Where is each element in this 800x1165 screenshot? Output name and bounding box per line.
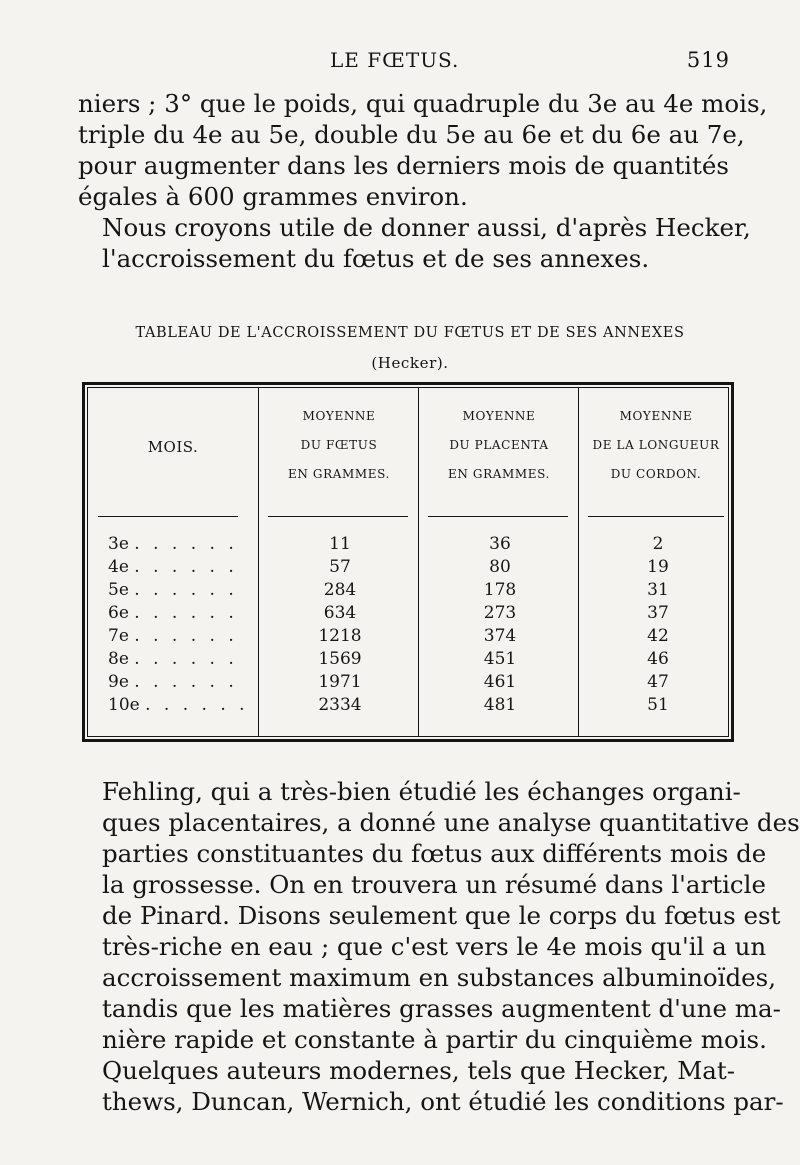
cell-mois: 3e . . . . . . bbox=[108, 534, 238, 554]
text-line: nière rapide et constante à partir du cinquième mois. bbox=[102, 1025, 767, 1054]
header-line: EN GRAMMES. bbox=[448, 467, 550, 481]
cell-placenta: 481 bbox=[483, 695, 517, 715]
cell-foetus: 2334 bbox=[318, 695, 362, 715]
header-rule bbox=[98, 516, 238, 517]
cell-mois: 9e . . . . . . bbox=[108, 672, 238, 692]
table-row bbox=[88, 695, 728, 718]
table-caption bbox=[80, 318, 740, 378]
table-row bbox=[88, 603, 728, 626]
paragraph-continuation bbox=[78, 88, 768, 212]
header-line: EN GRAMMES. bbox=[288, 467, 390, 481]
table-row bbox=[88, 626, 728, 649]
cell-cordon: 47 bbox=[647, 672, 669, 692]
header-line: DU CORDON. bbox=[610, 467, 702, 481]
text-line: niers ; 3° que le poids, qui quadruple du 3e au 4e mois, bbox=[78, 89, 768, 118]
header-line: MOYENNE bbox=[619, 409, 693, 423]
cell-placenta: 374 bbox=[483, 626, 517, 646]
growth-table bbox=[82, 382, 734, 742]
cell-cordon: 37 bbox=[647, 603, 669, 623]
text-line: triple du 4e au 5e, double du 5e au 6e et du 6e au 7e, bbox=[78, 120, 745, 149]
table-inner-frame bbox=[87, 387, 729, 737]
cell-foetus: 11 bbox=[329, 534, 351, 554]
body-text-bottom bbox=[78, 776, 800, 1117]
header-foetus bbox=[260, 402, 418, 489]
cell-cordon: 19 bbox=[647, 557, 669, 577]
header-rule bbox=[268, 516, 408, 517]
cell-placenta: 36 bbox=[489, 534, 511, 554]
paragraph-auteurs bbox=[78, 1055, 784, 1117]
cell-placenta: 178 bbox=[483, 580, 517, 600]
running-title: LE FŒTUS. bbox=[330, 48, 460, 72]
text-line: la grossesse. On en trouvera un résumé dans l'article bbox=[102, 870, 766, 899]
cell-foetus: 1569 bbox=[318, 649, 362, 669]
text-line: tandis que les matières grasses augmentent d'une ma- bbox=[102, 994, 781, 1023]
text-line: Fehling, qui a très-bien étudié les échanges organi- bbox=[102, 777, 741, 806]
header-line: MOYENNE bbox=[302, 409, 376, 423]
text-line: accroissement maximum en substances albuminoïdes, bbox=[102, 963, 777, 992]
text-line: de Pinard. Disons seulement que le corps du fœtus est bbox=[102, 901, 781, 930]
table-row bbox=[88, 534, 728, 557]
header-rule bbox=[428, 516, 568, 517]
cell-cordon: 46 bbox=[647, 649, 669, 669]
text-line: ques placentaires, a donné une analyse quantitative des bbox=[102, 808, 800, 837]
cell-mois: 8e . . . . . . bbox=[108, 649, 238, 669]
header-line: DU FŒTUS bbox=[300, 438, 378, 452]
text-line: thews, Duncan, Wernich, ont étudié les conditions par- bbox=[102, 1087, 784, 1116]
cell-foetus: 634 bbox=[323, 603, 357, 623]
text-line: pour augmenter dans les derniers mois de quantités bbox=[78, 151, 729, 180]
paragraph-fehling bbox=[78, 776, 800, 1055]
cell-cordon: 2 bbox=[652, 534, 664, 554]
header-cordon bbox=[580, 402, 732, 489]
text-line: égales à 600 grammes environ. bbox=[78, 182, 468, 211]
cell-placenta: 461 bbox=[483, 672, 517, 692]
running-header bbox=[330, 48, 730, 76]
text-line: Quelques auteurs modernes, tels que Hecker, Mat- bbox=[102, 1056, 736, 1085]
cell-mois: 7e . . . . . . bbox=[108, 626, 238, 646]
cell-cordon: 51 bbox=[647, 695, 669, 715]
text-line: très-riche en eau ; que c'est vers le 4e mois qu'il a un bbox=[102, 932, 767, 961]
paragraph-hecker-intro bbox=[78, 212, 751, 274]
table-title: TABLEAU DE L'ACCROISSEMENT DU FŒTUS ET DE SES ANNEXES bbox=[135, 325, 685, 341]
cell-mois: 4e . . . . . . bbox=[108, 557, 238, 577]
text-line: parties constituantes du fœtus aux différents mois de bbox=[102, 839, 767, 868]
table-row bbox=[88, 580, 728, 603]
cell-mois: 5e . . . . . . bbox=[108, 580, 238, 600]
cell-foetus: 57 bbox=[329, 557, 351, 577]
text-line: l'accroissement du fœtus et de ses annexes. bbox=[102, 244, 650, 273]
table-row bbox=[88, 557, 728, 580]
cell-mois: 10e . . . . . . bbox=[108, 695, 249, 715]
header-placenta bbox=[420, 402, 578, 489]
page-number: 519 bbox=[686, 48, 730, 72]
cell-mois: 6e . . . . . . bbox=[108, 603, 238, 623]
table-row bbox=[88, 672, 728, 695]
cell-foetus: 1218 bbox=[318, 626, 362, 646]
body-text-top bbox=[78, 88, 768, 274]
header-line: MOYENNE bbox=[462, 409, 536, 423]
cell-foetus: 284 bbox=[323, 580, 357, 600]
header-line: DU PLACENTA bbox=[449, 438, 549, 452]
cell-foetus: 1971 bbox=[318, 672, 362, 692]
header-rule bbox=[588, 516, 724, 517]
cell-placenta: 273 bbox=[483, 603, 517, 623]
cell-placenta: 80 bbox=[489, 557, 511, 577]
table-author: (Hecker). bbox=[371, 354, 449, 372]
table-row bbox=[88, 649, 728, 672]
header-line: DE LA LONGUEUR bbox=[592, 438, 720, 452]
cell-placenta: 451 bbox=[483, 649, 517, 669]
cell-cordon: 42 bbox=[647, 626, 669, 646]
text-line: Nous croyons utile de donner aussi, d'après Hecker, bbox=[102, 213, 751, 242]
header-mois: MOIS. bbox=[147, 438, 199, 456]
cell-cordon: 31 bbox=[647, 580, 669, 600]
